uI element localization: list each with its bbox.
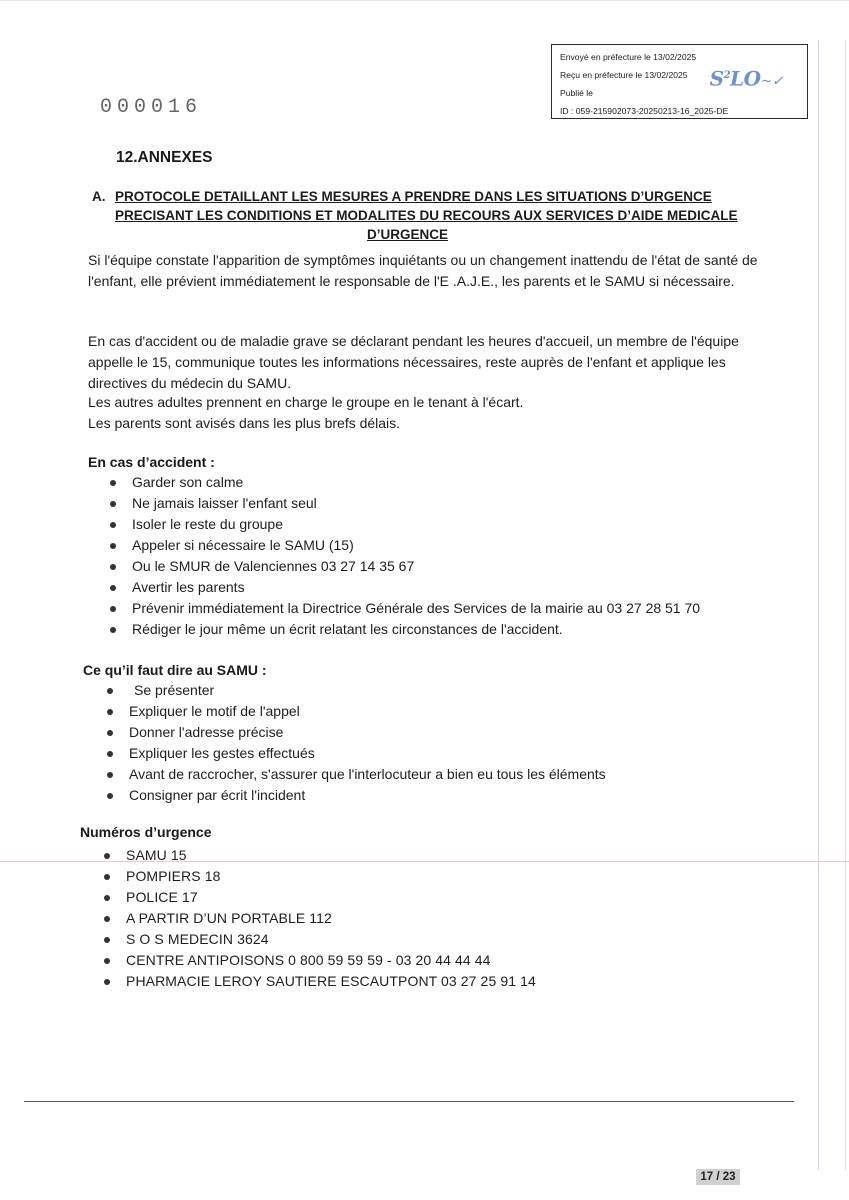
s2lo-logo: $S^2LO\sim✓$ <box>709 66 783 91</box>
list-item-text: Consigner par écrit l'incident <box>129 787 306 803</box>
list-item <box>110 493 790 514</box>
list-item-text: POLICE 17 <box>126 889 198 905</box>
paragraph-parents: Les parents sont avisés dans les plus brefs délais. <box>88 415 401 431</box>
list-item-text: Prévenir immédiatement la Directrice Générale des Services de la mairie au 03 27 28 51 70 <box>132 600 701 616</box>
list-item-text: Se présenter <box>134 682 215 698</box>
list-item <box>104 971 784 992</box>
scan-artifact-line <box>818 40 819 1170</box>
paragraph-other-adults: Les autres adultes prennent en charge le groupe en le tenant à l'écart. <box>88 394 524 410</box>
list-item <box>107 680 787 701</box>
bullet-icon <box>104 874 110 880</box>
list-item-text: Ou le SMUR de Valenciennes 03 27 14 35 67 <box>132 558 415 574</box>
subtitle-text <box>115 187 755 244</box>
list-item <box>110 619 790 640</box>
samu-heading: Ce qu’il faut dire au SAMU : <box>83 662 267 678</box>
page-number: 17 / 23 <box>696 1169 740 1185</box>
bullet-icon <box>107 751 113 757</box>
list-item <box>107 701 787 722</box>
list-item-text: S O S MEDECIN 3624 <box>126 931 269 947</box>
list-item-text: Avant de raccrocher, s'assurer que l'interlocuteur a bien eu tous les éléments <box>129 766 606 782</box>
bullet-icon <box>110 606 116 612</box>
list-item-text: CENTRE ANTIPOISONS 0 800 59 59 59 - 03 20 44 44 44 <box>126 952 491 968</box>
list-item-text: Ne jamais laisser l'enfant seul <box>132 495 317 511</box>
bullet-icon <box>110 522 116 528</box>
bullet-icon <box>104 937 110 943</box>
accident-list <box>110 472 790 640</box>
scan-artifact-line <box>845 40 846 1170</box>
list-item <box>110 556 790 577</box>
stamp-published: Publié le <box>560 88 593 98</box>
list-item-text: PHARMACIE LEROY SAUTIERE ESCAUTPONT 03 27 25 91 14 <box>126 973 536 989</box>
bullet-icon <box>104 895 110 901</box>
list-item <box>104 929 784 950</box>
stamp-id: ID : 059-215902073-20250213-16_2025-DE <box>560 106 729 116</box>
list-item-text: Expliquer les gestes effectués <box>129 745 315 761</box>
paragraph-symptoms: Si l'équipe constate l'apparition de symptômes inquiétants ou un changement inattendu de l'état de santé de l'enfant, elle prévient immédiatement le responsable de l'E .A.J.E., les parents et le SAMU si nécessaire. <box>88 252 758 289</box>
document-number: 000016 <box>100 96 203 119</box>
list-item <box>107 785 787 806</box>
bullet-icon <box>104 979 110 985</box>
list-item-text: Appeler si nécessaire le SAMU (15) <box>132 537 354 553</box>
list-item-text: POMPIERS 18 <box>126 868 221 884</box>
bullet-icon <box>110 501 116 507</box>
section-title: 12.ANNEXES <box>116 149 213 166</box>
page-edge <box>0 0 849 1</box>
list-item <box>110 514 790 535</box>
paragraph-accident: En cas d'accident ou de maladie grave se déclarant pendant les heures d'accueil, un membre de l'équipe appelle le 15, communique toutes les informations nécessaires, reste auprès de l'enfant et applique les directives du médecin du SAMU. <box>88 333 739 391</box>
accident-heading: En cas d’accident : <box>88 454 215 470</box>
bullet-icon <box>104 958 110 964</box>
list-item <box>110 535 790 556</box>
list-item-text: Avertir les parents <box>132 579 245 595</box>
subtitle-line: PRECISANT LES CONDITIONS ET MODALITES DU RECOURS AUX SERVICES D’AIDE MEDICALE <box>115 208 738 223</box>
bullet-icon <box>107 793 113 799</box>
list-item-text: Donner l'adresse précise <box>129 724 284 740</box>
bullet-icon <box>107 709 113 715</box>
emergency-numbers-heading: Numéros d’urgence <box>80 824 212 840</box>
subtitle-line: PROTOCOLE DETAILLANT LES MESURES A PRENDRE DANS LES SITUATIONS D’URGENCE <box>115 189 712 204</box>
list-item <box>104 866 784 887</box>
list-item <box>110 598 790 619</box>
list-item <box>107 743 787 764</box>
bullet-icon <box>107 688 113 694</box>
list-item <box>104 908 784 929</box>
bullet-icon <box>107 730 113 736</box>
bullet-icon <box>107 772 113 778</box>
list-item <box>110 577 790 598</box>
list-item <box>104 887 784 908</box>
bullet-icon <box>110 627 116 633</box>
bullet-icon <box>110 480 116 486</box>
bullet-icon <box>110 543 116 549</box>
subtitle-line: D’URGENCE <box>367 227 449 242</box>
subtitle-marker: A. <box>92 189 106 204</box>
list-item-text: Expliquer le motif de l'appel <box>129 703 300 719</box>
list-item-text: Rédiger le jour même un écrit relatant les circonstances de l'accident. <box>132 621 563 637</box>
list-item-text: SAMU 15 <box>126 847 187 863</box>
prefecture-stamp <box>551 44 808 119</box>
list-item-text: Garder son calme <box>132 474 244 490</box>
list-item <box>107 764 787 785</box>
list-item <box>104 845 784 866</box>
list-item <box>104 950 784 971</box>
emergency-numbers-list <box>104 845 784 992</box>
stamp-received-date: Reçu en préfecture le 13/02/2025 <box>560 70 688 80</box>
list-item <box>107 722 787 743</box>
list-item <box>110 472 790 493</box>
bullet-icon <box>104 916 110 922</box>
samu-list <box>107 680 787 806</box>
footer-divider <box>24 1101 794 1102</box>
bullet-icon <box>110 564 116 570</box>
list-item-text: A PARTIR D’UN PORTABLE 112 <box>126 910 332 926</box>
list-item-text: Isoler le reste du groupe <box>132 516 283 532</box>
stamp-sent-date: Envoyé en préfecture le 13/02/2025 <box>560 52 697 62</box>
bullet-icon <box>110 585 116 591</box>
bullet-icon <box>104 853 110 859</box>
